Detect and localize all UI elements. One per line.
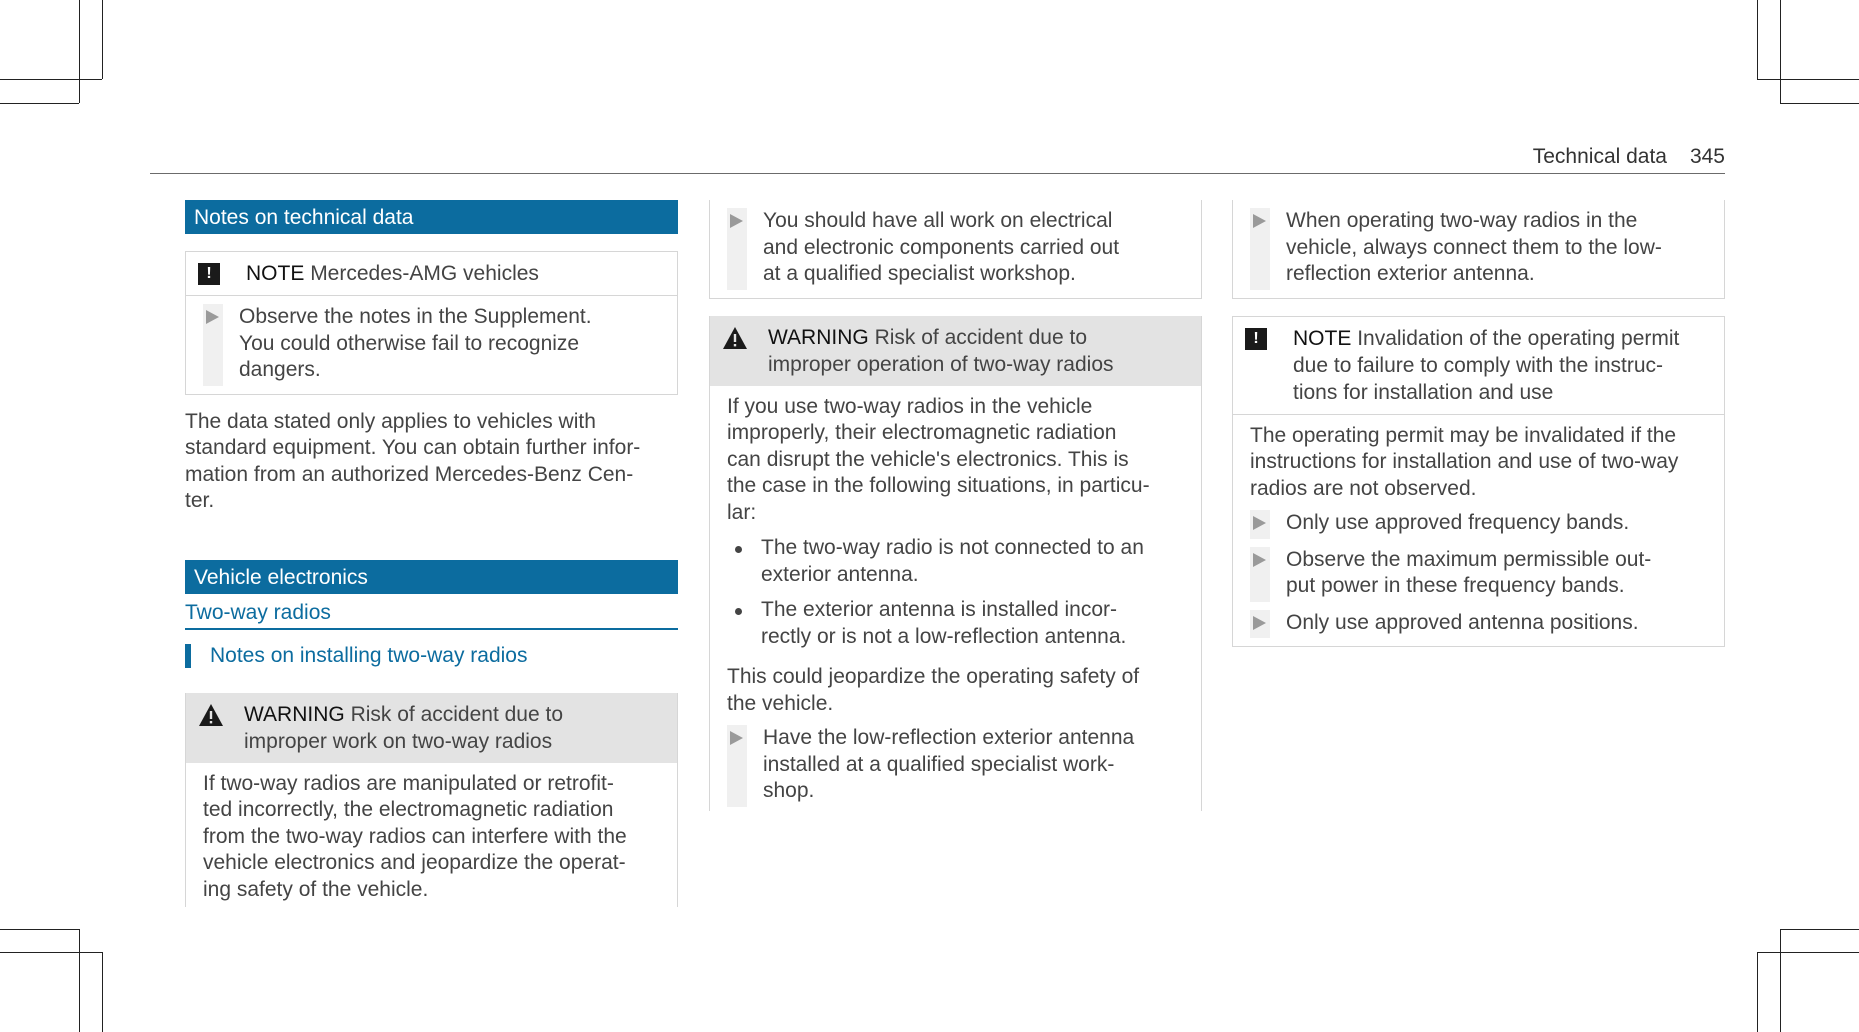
instruction-step [1250, 208, 1712, 290]
text-line: reflection exterior antenna. [1286, 262, 1535, 285]
crop-mark [1780, 103, 1859, 104]
text-line: vehicle electronics and jeopardize the operat- [203, 851, 626, 874]
text-line: Observe the maximum permissible out- [1286, 547, 1652, 571]
crop-mark [1757, 952, 1758, 1032]
step-arrow-icon [1253, 616, 1266, 630]
intro-paragraph [185, 409, 678, 515]
step-rail [1250, 510, 1270, 539]
warning-title [768, 324, 1114, 378]
text-line: The exterior antenna is installed incor- [761, 598, 1118, 621]
instruction-step [1250, 510, 1712, 539]
text-line: Have the low-reflection exterior antenna [763, 726, 1135, 749]
warning-title [244, 701, 563, 755]
crop-mark [0, 929, 79, 930]
crop-mark [0, 79, 102, 80]
step-text [1286, 510, 1629, 539]
crop-mark [1757, 0, 1758, 79]
crop-mark [1757, 952, 1859, 953]
instruction-step [203, 304, 665, 386]
page-number: 345 [1689, 145, 1725, 168]
bullet-dot [735, 546, 742, 553]
text-line: instructions for installation and use of two-way [1250, 450, 1679, 473]
step-text [1286, 208, 1662, 290]
text-line: The operating permit may be invalidated if the [1250, 423, 1677, 447]
note-title-text: Mercedes-AMG vehicles [310, 262, 539, 285]
text-line: You could otherwise fail to recognize [239, 331, 580, 355]
note-title [1293, 325, 1679, 406]
text-line: Only use approved frequency bands. [1286, 511, 1630, 534]
warning-body [710, 386, 1201, 811]
warning-box-work [185, 693, 678, 908]
continued-step-box [709, 200, 1202, 299]
text-line: due to failure to comply with the instruc- [1293, 353, 1664, 377]
text-line: shop. [763, 779, 815, 802]
list-item-text [761, 597, 1126, 650]
instruction-step [727, 208, 1189, 290]
crop-mark [102, 0, 103, 79]
text-line: dangers. [239, 358, 321, 381]
text-line: The data stated only applies to vehicles with [185, 409, 596, 433]
text-line: tions for installation and use [1293, 380, 1554, 404]
subsection-heading-two-way-radios: Two-way radios [185, 600, 678, 630]
step-text [1286, 610, 1639, 639]
text-line: the vehicle. [727, 691, 834, 715]
column-middle [709, 200, 1202, 811]
crop-mark [0, 103, 79, 104]
text-line: from the two-way radios can interfere with the [203, 824, 627, 848]
step-rail [727, 725, 747, 807]
text-line: at a qualified specialist workshop. [763, 262, 1076, 285]
crop-mark [1780, 929, 1781, 1032]
step-arrow-icon [1253, 516, 1266, 530]
crop-mark [1757, 79, 1859, 80]
note-header [186, 252, 677, 296]
warning-consequence [727, 664, 1189, 717]
step-rail [1250, 547, 1270, 602]
text-line: Only use approved antenna positions. [1286, 610, 1639, 634]
text-line: This could jeopardize the operating safety of [727, 665, 1140, 688]
step-arrow-icon [730, 731, 743, 745]
list-item-text [761, 535, 1144, 588]
step-rail [727, 208, 747, 290]
warning-triangle-icon [722, 326, 748, 350]
crop-mark [79, 929, 80, 1032]
step-rail [203, 304, 223, 386]
section-heading-vehicle-electronics: Vehicle electronics [185, 560, 678, 594]
step-rail [1250, 610, 1270, 639]
step-rail [1250, 208, 1270, 290]
topic-heading-text: Notes on installing two-way radios [210, 643, 528, 667]
list-item [727, 535, 1189, 588]
text-line: improper operation of two-way radios [768, 352, 1114, 376]
text-line: radios are not observed. [1250, 476, 1477, 500]
step-text [1286, 547, 1651, 602]
text-line: improperly, their electromagnetic radiation [727, 421, 1117, 444]
text-line: Risk of accident due to [350, 702, 564, 726]
page-header [150, 141, 1725, 174]
bullet-dot [735, 608, 742, 615]
crop-mark [1780, 0, 1781, 103]
warning-header [186, 693, 677, 763]
text-line: installed at a qualified specialist work- [763, 752, 1115, 776]
note-box-amg [185, 251, 678, 395]
text-line: ing safety of the vehicle. [203, 877, 429, 901]
text-line: Invalidation of the operating permit [1357, 326, 1680, 350]
text-line: exterior antenna. [761, 562, 919, 586]
text-line: ter. [185, 489, 215, 512]
column-right [1232, 200, 1725, 647]
note-title [246, 260, 539, 287]
topic-heading [185, 643, 678, 669]
warning-body [186, 763, 677, 908]
text-line: If two-way radios are manipulated or retrofit- [203, 771, 614, 795]
warning-header [710, 316, 1201, 386]
text-line: standard equipment. You can obtain further infor- [185, 436, 641, 459]
text-line: You should have all work on electrical [763, 209, 1113, 232]
warning-keyword: WARNING [768, 325, 869, 349]
header-section-title: Technical data [1532, 145, 1667, 168]
text-line: When operating two-way radios in the [1286, 209, 1638, 232]
step-arrow-icon [1253, 553, 1266, 567]
text-line: ted incorrectly, the electromagnetic radiation [203, 798, 614, 821]
note-box-permit [1232, 316, 1725, 648]
step-text [239, 304, 592, 386]
note-body [1233, 415, 1724, 647]
note-keyword: NOTE [246, 262, 305, 285]
crop-mark [1780, 929, 1859, 930]
step-arrow-icon [206, 310, 219, 324]
continued-step-box [1232, 200, 1725, 299]
column-left [185, 200, 678, 907]
instruction-step [727, 725, 1189, 807]
section-heading-notes: Notes on technical data [185, 200, 678, 234]
warning-box-operation [709, 316, 1202, 811]
text-line: vehicle, always connect them to the low- [1286, 235, 1662, 259]
step-arrow-icon [1253, 214, 1266, 228]
text-line: put power in these frequency bands. [1286, 574, 1625, 597]
instruction-step [1250, 610, 1712, 639]
text-line: mation from an authorized Mercedes-Benz Cen- [185, 462, 634, 486]
text-line: Observe the notes in the Supplement. [239, 305, 592, 328]
text-line: can disrupt the vehicle's electronics. This is [727, 447, 1129, 471]
note-header [1233, 317, 1724, 415]
warning-keyword: WARNING [244, 702, 345, 726]
text-line: Risk of accident due to [874, 325, 1088, 349]
list-item [727, 597, 1189, 650]
text-line: lar: [727, 500, 757, 524]
crop-mark [0, 952, 102, 953]
step-text [763, 725, 1134, 807]
crop-mark [102, 952, 103, 1032]
instruction-step [1250, 547, 1712, 602]
text-line: and electronic components carried out [763, 235, 1120, 259]
text-line: If you use two-way radios in the vehicle [727, 394, 1093, 418]
step-arrow-icon [730, 214, 743, 228]
text-line: rectly or is not a low-reflection antenna. [761, 624, 1127, 648]
note-keyword: NOTE [1293, 326, 1352, 350]
note-icon: ! [1245, 328, 1267, 350]
crop-mark [79, 0, 80, 103]
topic-marker [185, 644, 191, 668]
text-line: improper work on two-way radios [244, 729, 553, 753]
warning-triangle-icon [198, 703, 224, 727]
note-icon: ! [198, 263, 220, 285]
step-text [763, 208, 1119, 290]
text-line: the case in the following situations, in particu- [727, 474, 1150, 497]
text-line: The two-way radio is not connected to an [761, 536, 1144, 559]
